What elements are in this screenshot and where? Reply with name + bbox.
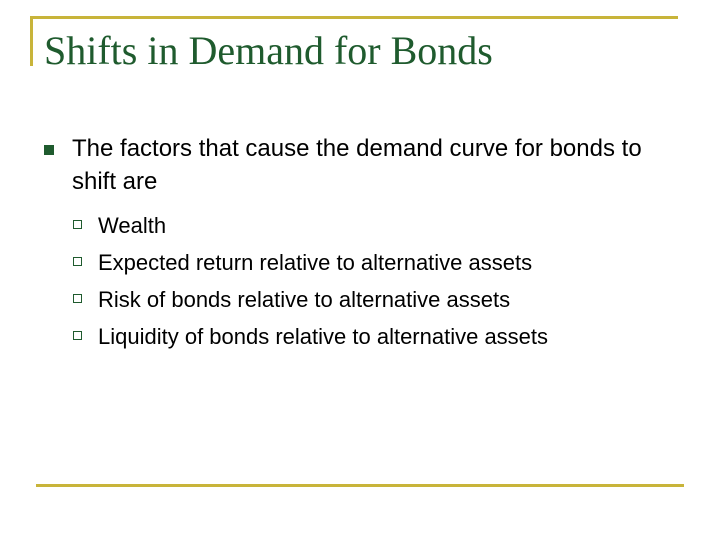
sub-bullet-item (98, 207, 684, 244)
sub-bullet-item (98, 244, 684, 281)
top-rule (30, 16, 678, 19)
left-rule (30, 16, 33, 66)
hollow-square-bullet-icon (73, 257, 82, 266)
slide-body (44, 132, 684, 355)
hollow-square-bullet-icon (73, 294, 82, 303)
square-bullet-icon (44, 145, 54, 155)
bullet-text: The factors that cause the demand curve for bonds to shift are (72, 135, 642, 195)
sub-bullet-item (98, 318, 684, 355)
sub-bullet-item (98, 281, 684, 318)
bottom-rule (36, 484, 684, 487)
sub-bullet-text: Risk of bonds relative to alternative assets (98, 287, 511, 312)
slide-title: Shifts in Demand for Bonds (44, 28, 493, 73)
sub-bullet-text: Wealth (98, 213, 167, 238)
sub-bullet-text: Expected return relative to alternative assets (98, 250, 533, 275)
sub-bullet-text: Liquidity of bonds relative to alternative assets (98, 324, 549, 349)
hollow-square-bullet-icon (73, 220, 82, 229)
bullet-item (44, 132, 684, 198)
sub-bullet-list (44, 207, 684, 355)
hollow-square-bullet-icon (73, 331, 82, 340)
